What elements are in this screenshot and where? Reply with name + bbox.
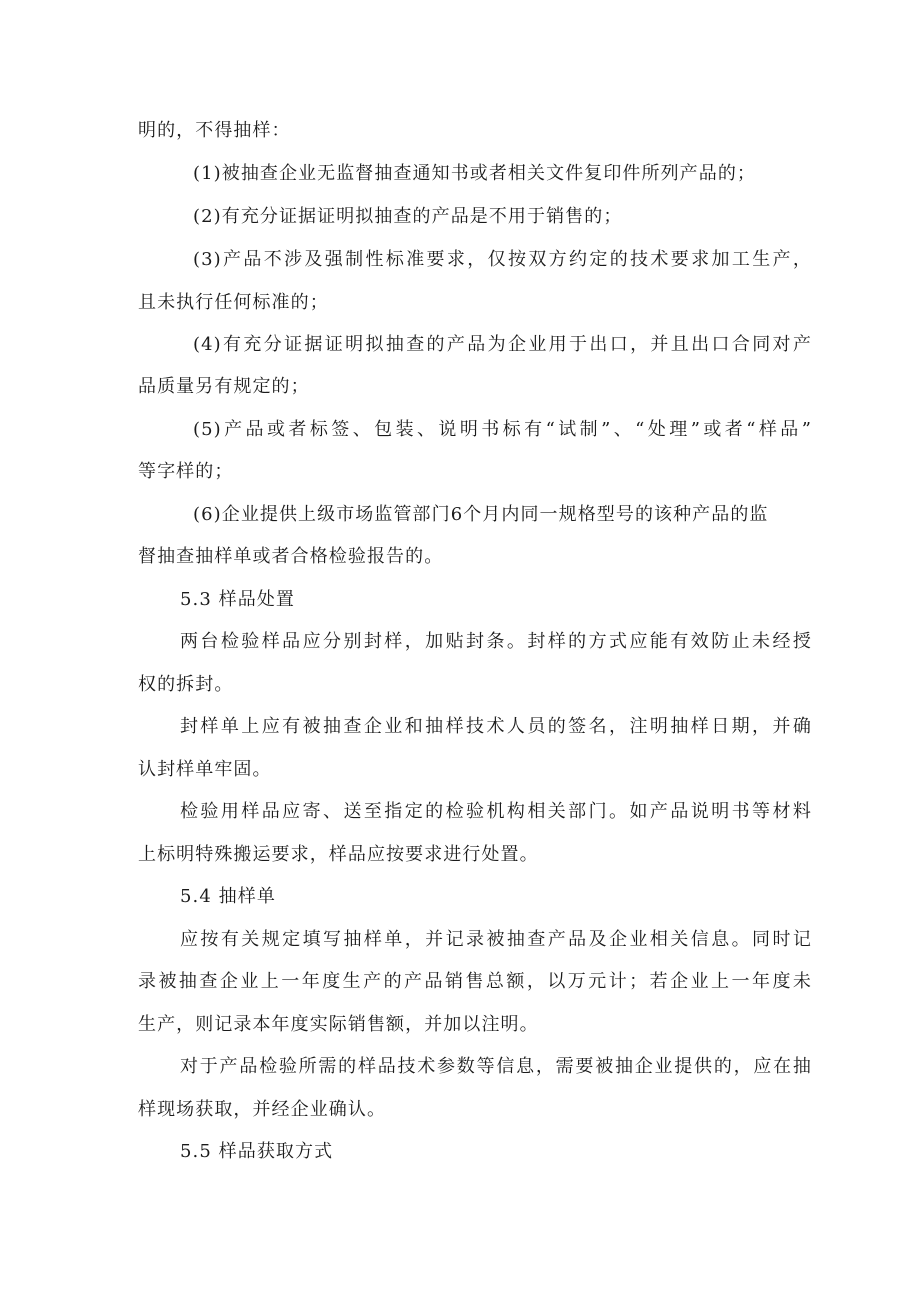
list-item-6-line-1: (6)企业提供上级市场监管部门6个月内同一规格型号的该种产品的监	[193, 504, 769, 525]
list-item-4-line-1: (4)有充分证据证明拟抽查的产品为企业用于出口，并且出口合同对产	[193, 334, 812, 355]
list-item-5-line-1: (5)产品或者标签、包装、说明书标有“试制”、“处理”或者“样品”	[193, 419, 812, 440]
paragraph-line: 封样单上应有被抽查企业和抽样技术人员的签名，注明抽样日期，并确	[180, 716, 812, 737]
section-heading-5-5: 5.5 样品获取方式	[180, 1141, 334, 1162]
paragraph-line: 认封样单牢固。	[138, 759, 272, 780]
paragraph-line: 上标明特殊搬运要求，样品应按要求进行处置。	[138, 844, 539, 865]
paragraph-line: 应按有关规定填写抽样单，并记录被抽查产品及企业相关信息。同时记	[180, 929, 812, 950]
list-item-3-line-1: (3)产品不涉及强制性标准要求，仅按双方约定的技术要求加工生产，	[193, 249, 812, 270]
paragraph-line: 对于产品检验所需的样品技术参数等信息，需要被抽企业提供的，应在抽	[180, 1056, 812, 1077]
list-item-5-line-2: 等字样的；	[138, 461, 234, 482]
paragraph-line: 生产，则记录本年度实际销售额，并加以注明。	[138, 1014, 539, 1035]
paragraph-line: 录被抽查企业上一年度生产的产品销售总额，以万元计；若企业上一年度未	[138, 971, 812, 992]
list-item-1: (1)被抽查企业无监督抽查通知书或者相关文件复印件所列产品的；	[193, 163, 756, 184]
list-item-6-line-2: 督抽查抽样单或者合格检验报告的。	[138, 546, 444, 567]
paragraph-line: 样现场获取，并经企业确认。	[138, 1099, 387, 1120]
paragraph-line: 两台检验样品应分别封样，加贴封条。封样的方式应能有效防止未经授	[180, 631, 812, 652]
paragraph-line: 检验用样品应寄、送至指定的检验机构相关部门。如产品说明书等材料	[180, 801, 812, 822]
paragraph-continuation-line: 明的，不得抽样：	[138, 120, 291, 141]
list-item-3-line-2: 且未执行任何标准的；	[138, 292, 329, 313]
section-heading-5-3: 5.3 样品处置	[180, 589, 295, 610]
paragraph-line: 权的拆封。	[138, 674, 234, 695]
list-item-2: (2)有充分证据证明拟抽查的产品是不用于销售的；	[193, 206, 623, 227]
section-heading-5-4: 5.4 抽样单	[180, 886, 276, 907]
list-item-4-line-2: 品质量另有规定的；	[138, 376, 310, 397]
